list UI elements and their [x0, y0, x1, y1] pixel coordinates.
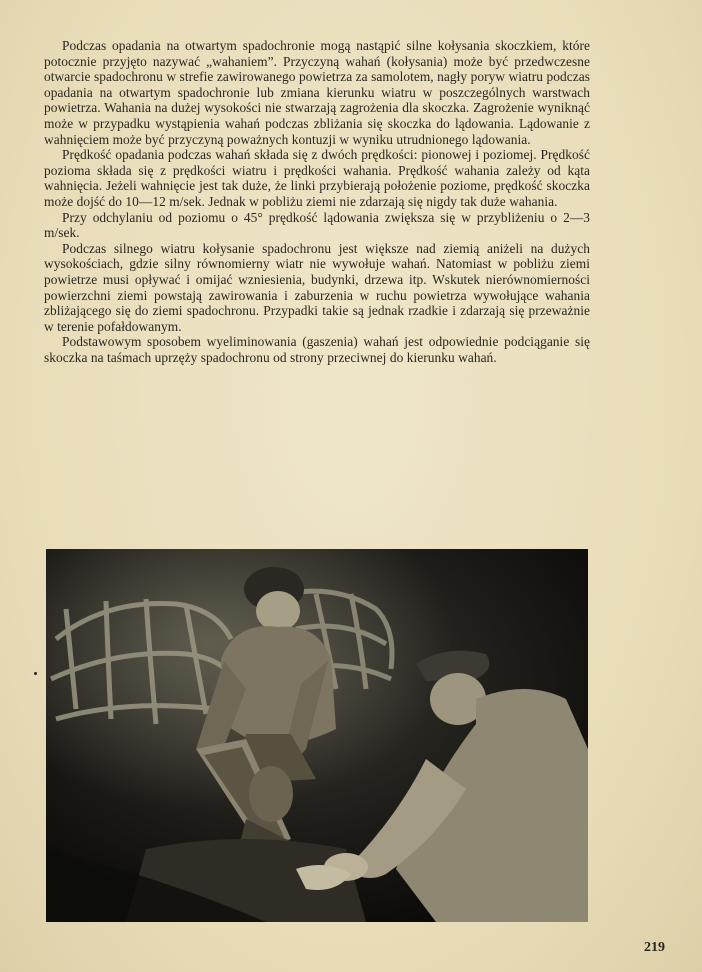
paragraph-3: Przy odchylaniu od poziomu o 45° prędkość lądowania zwiększa się w przybliżeniu o 2—3 m/sek. — [44, 209, 590, 241]
paragraph-4: Podczas silnego wiatru kołysanie spadochronu jest większe nad ziemią aniżeli na dużych wysokościach, gdzie silny równomierny wiatr nie wywołuje wahań. Natomiast w pobliżu ziemi powietrze musi opływać i omijać wzniesienia, budynki, drzewa itp. Wskutek nierównomierności powierzchni ziemi powstają zawirowania i zaburzenia w ruchu powietrza wywołujące wahania zbliżającego się do ziemi spadochronu. Przypadki takie są jednak rzadkie i zdarzają się przeważnie w terenie pofałdowanym. — [44, 240, 590, 334]
paragraph-2: Prędkość opadania podczas wahań składa się z dwóch prędkości: pionowej i poziomej. Prędkość pozioma składa się z prędkości wiatru i prędkości wahania. Prędkość wahania zależy od kąta wahnięcia. Jeżeli wahnięcie jest tak duże, że linki przybierają położenie poziome, prędkość skoczka może dojść do 10—12 m/sek. Jednak w pobliżu ziemi nie zdarzają się nigdy tak duże wahania. — [44, 147, 590, 209]
margin-mark — [34, 672, 37, 675]
paragraph-5: Podstawowym sposobem wyeliminowania (gaszenia) wahań jest odpowiednie podciąganie się skoczka na taśmach uprzęży spadochronu od strony przeciwnej do kierunku wahań. — [44, 334, 590, 365]
photo-illustration — [46, 549, 588, 922]
paragraph-1: Podczas opadania na otwartym spadochronie mogą nastąpić silne kołysania skoczkiem, które potocznie przyjęto nazywać „wahaniem”. Przyczyną wahań (kołysania) może być przedwczesne otwarcie spadochronu w strefie zawirowanego powietrza za samolotem, nagły poryw wiatru podczas opadania na otwartym spadochronie lub zmiana kierunku wiatru w poszczególnych warstwach powietrza. Wahania na dużej wysokości nie stwarzają zagrożenia dla skoczka. Zagrożenie wyniknąć może w przypadku wystąpienia wahań podczas zbliżania się skoczka do lądowania. Lądowanie z wahnięciem może być przyczyną poważnych kontuzji w wyniku utrudnionego lądowania. — [44, 38, 590, 147]
page-number: 219 — [644, 940, 665, 955]
body-text — [44, 38, 590, 365]
photograph — [46, 549, 588, 922]
